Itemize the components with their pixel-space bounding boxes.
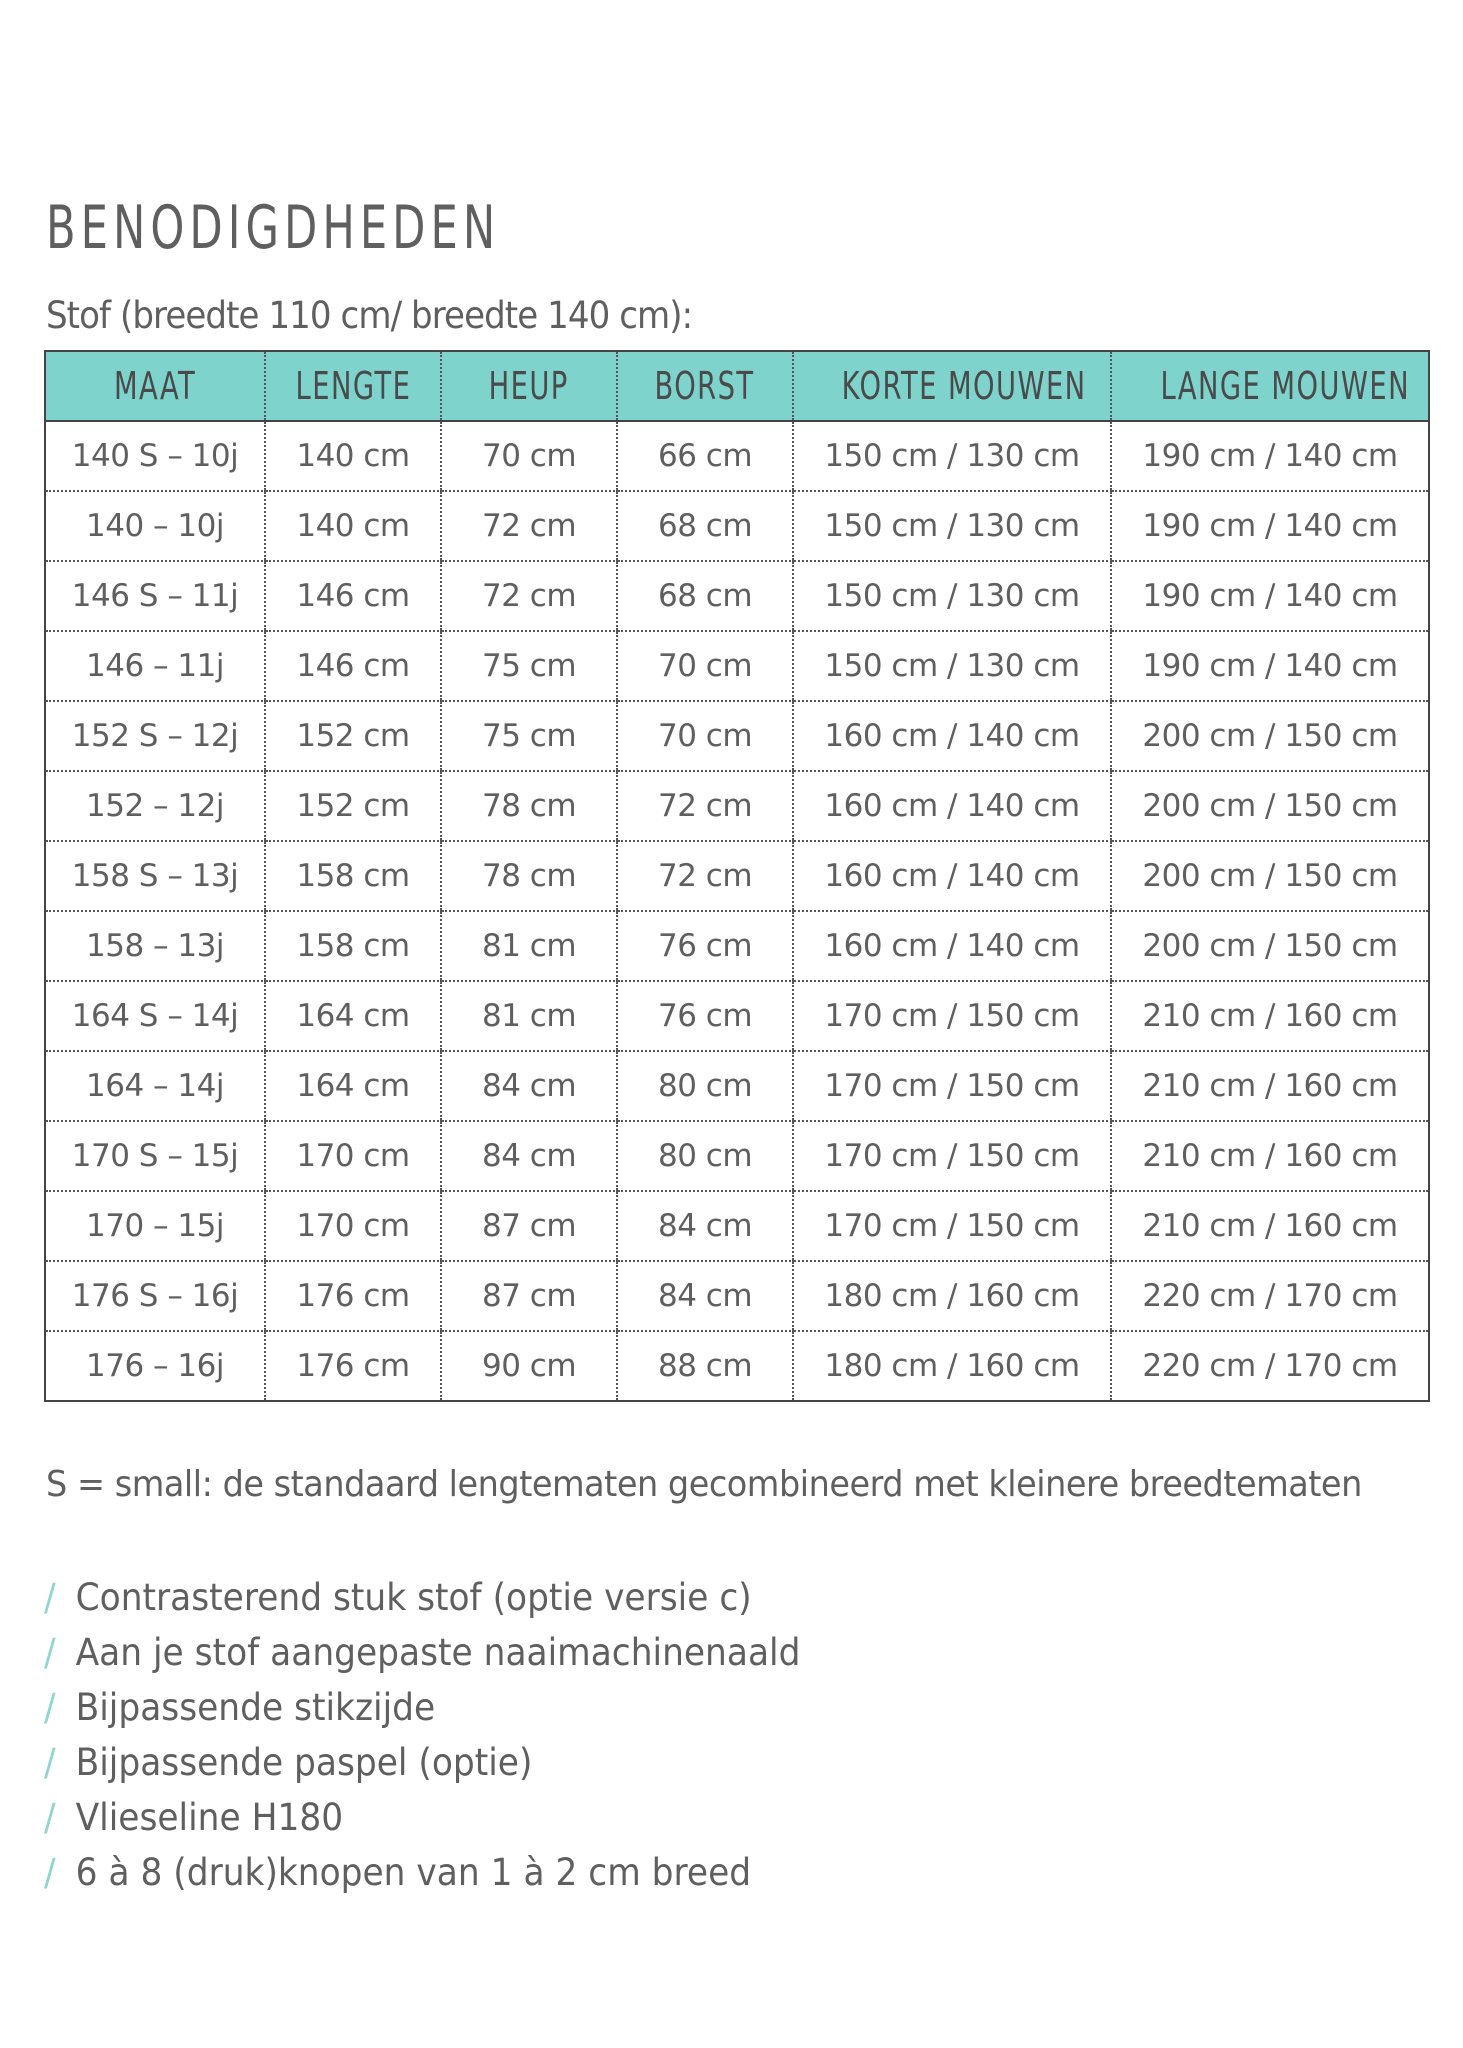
- cell-korte-mouwen: 170 cm / 150 cm: [793, 1051, 1111, 1121]
- cell-borst: 80 cm: [617, 1051, 793, 1121]
- cell-korte-mouwen: 160 cm / 140 cm: [793, 771, 1111, 841]
- table-row: [45, 491, 1429, 561]
- cell-borst: 72 cm: [617, 771, 793, 841]
- table-row: [45, 981, 1429, 1051]
- list-item: [44, 1735, 800, 1790]
- cell-korte-mouwen: 170 cm / 150 cm: [793, 1191, 1111, 1261]
- table-row: [45, 561, 1429, 631]
- cell-borst: 70 cm: [617, 631, 793, 701]
- cell-borst: 76 cm: [617, 981, 793, 1051]
- fabric-label: Stof (breedte 110 cm/ breedte 140 cm):: [46, 294, 693, 337]
- cell-maat: 170 S – 15j: [45, 1121, 265, 1191]
- cell-maat: 170 – 15j: [45, 1191, 265, 1261]
- cell-lengte: 170 cm: [265, 1191, 441, 1261]
- cell-lengte: 158 cm: [265, 911, 441, 981]
- cell-lange-mouwen: 210 cm / 160 cm: [1111, 1051, 1429, 1121]
- cell-lengte: 140 cm: [265, 421, 441, 491]
- slash-bullet: /: [44, 1741, 56, 1784]
- supplies-list: [44, 1570, 857, 1900]
- slash-bullet: /: [44, 1796, 56, 1839]
- list-item: [44, 1790, 800, 1845]
- cell-lengte: 164 cm: [265, 981, 441, 1051]
- header-heup: HEUP: [441, 351, 617, 421]
- table-row: [45, 841, 1429, 911]
- header-lange-mouwen: LANGE MOUWEN: [1111, 351, 1429, 421]
- header-korte-mouwen: KORTE MOUWEN: [793, 351, 1111, 421]
- cell-borst: 68 cm: [617, 491, 793, 561]
- cell-lengte: 152 cm: [265, 701, 441, 771]
- cell-korte-mouwen: 150 cm / 130 cm: [793, 631, 1111, 701]
- list-item-text: Bijpassende stikzijde: [75, 1686, 436, 1729]
- table-row: [45, 1121, 1429, 1191]
- cell-lange-mouwen: 200 cm / 150 cm: [1111, 771, 1429, 841]
- cell-maat: 158 – 13j: [45, 911, 265, 981]
- cell-lengte: 140 cm: [265, 491, 441, 561]
- cell-korte-mouwen: 180 cm / 160 cm: [793, 1331, 1111, 1401]
- table-row: [45, 771, 1429, 841]
- cell-korte-mouwen: 150 cm / 130 cm: [793, 421, 1111, 491]
- cell-heup: 84 cm: [441, 1121, 617, 1191]
- page-title: BENODIGDHEDEN: [46, 193, 501, 263]
- cell-heup: 78 cm: [441, 771, 617, 841]
- cell-lengte: 158 cm: [265, 841, 441, 911]
- table-row: [45, 421, 1429, 491]
- cell-lengte: 152 cm: [265, 771, 441, 841]
- cell-lange-mouwen: 190 cm / 140 cm: [1111, 561, 1429, 631]
- cell-heup: 72 cm: [441, 561, 617, 631]
- cell-korte-mouwen: 150 cm / 130 cm: [793, 491, 1111, 561]
- table-row: [45, 701, 1429, 771]
- cell-heup: 81 cm: [441, 911, 617, 981]
- slash-bullet: /: [44, 1686, 56, 1729]
- list-item: [44, 1845, 800, 1900]
- cell-korte-mouwen: 160 cm / 140 cm: [793, 701, 1111, 771]
- cell-heup: 70 cm: [441, 421, 617, 491]
- cell-lange-mouwen: 220 cm / 170 cm: [1111, 1261, 1429, 1331]
- table-row: [45, 1051, 1429, 1121]
- cell-korte-mouwen: 180 cm / 160 cm: [793, 1261, 1111, 1331]
- list-item: [44, 1625, 800, 1680]
- cell-heup: 72 cm: [441, 491, 617, 561]
- list-item-text: 6 à 8 (druk)knopen van 1 à 2 cm breed: [75, 1851, 752, 1894]
- cell-borst: 84 cm: [617, 1191, 793, 1261]
- cell-maat: 140 S – 10j: [45, 421, 265, 491]
- header-lengte: LENGTE: [265, 351, 441, 421]
- size-table: [44, 350, 1430, 1402]
- cell-borst: 72 cm: [617, 841, 793, 911]
- cell-lange-mouwen: 190 cm / 140 cm: [1111, 491, 1429, 561]
- cell-lange-mouwen: 200 cm / 150 cm: [1111, 701, 1429, 771]
- cell-maat: 146 – 11j: [45, 631, 265, 701]
- cell-lengte: 176 cm: [265, 1331, 441, 1401]
- size-note: S = small: de standaard lengtematen gecombineerd met kleinere breedtematen: [46, 1464, 1362, 1505]
- cell-heup: 75 cm: [441, 701, 617, 771]
- cell-lange-mouwen: 200 cm / 150 cm: [1111, 841, 1429, 911]
- cell-borst: 66 cm: [617, 421, 793, 491]
- cell-lange-mouwen: 220 cm / 170 cm: [1111, 1331, 1429, 1401]
- cell-lange-mouwen: 210 cm / 160 cm: [1111, 1191, 1429, 1261]
- cell-borst: 84 cm: [617, 1261, 793, 1331]
- list-item: [44, 1680, 800, 1735]
- cell-lange-mouwen: 190 cm / 140 cm: [1111, 421, 1429, 491]
- cell-maat: 140 – 10j: [45, 491, 265, 561]
- cell-lange-mouwen: 210 cm / 160 cm: [1111, 1121, 1429, 1191]
- cell-maat: 158 S – 13j: [45, 841, 265, 911]
- cell-maat: 176 S – 16j: [45, 1261, 265, 1331]
- cell-borst: 76 cm: [617, 911, 793, 981]
- cell-lengte: 164 cm: [265, 1051, 441, 1121]
- header-maat: MAAT: [45, 351, 265, 421]
- cell-lange-mouwen: 210 cm / 160 cm: [1111, 981, 1429, 1051]
- cell-borst: 80 cm: [617, 1121, 793, 1191]
- cell-lange-mouwen: 190 cm / 140 cm: [1111, 631, 1429, 701]
- cell-maat: 176 – 16j: [45, 1331, 265, 1401]
- cell-heup: 84 cm: [441, 1051, 617, 1121]
- cell-lengte: 176 cm: [265, 1261, 441, 1331]
- table-header-row: [45, 351, 1429, 421]
- table-row: [45, 631, 1429, 701]
- table-row: [45, 911, 1429, 981]
- cell-borst: 88 cm: [617, 1331, 793, 1401]
- list-item-text: Vlieseline H180: [75, 1796, 344, 1839]
- table-row: [45, 1261, 1429, 1331]
- table-row: [45, 1331, 1429, 1401]
- cell-heup: 87 cm: [441, 1261, 617, 1331]
- cell-heup: 75 cm: [441, 631, 617, 701]
- cell-maat: 152 S – 12j: [45, 701, 265, 771]
- header-borst: BORST: [617, 351, 793, 421]
- cell-borst: 68 cm: [617, 561, 793, 631]
- cell-heup: 90 cm: [441, 1331, 617, 1401]
- cell-korte-mouwen: 170 cm / 150 cm: [793, 981, 1111, 1051]
- cell-maat: 164 S – 14j: [45, 981, 265, 1051]
- table-row: [45, 1191, 1429, 1261]
- slash-bullet: /: [44, 1631, 56, 1674]
- cell-heup: 81 cm: [441, 981, 617, 1051]
- cell-korte-mouwen: 170 cm / 150 cm: [793, 1121, 1111, 1191]
- cell-lengte: 170 cm: [265, 1121, 441, 1191]
- table-body: [45, 421, 1429, 1401]
- cell-heup: 87 cm: [441, 1191, 617, 1261]
- cell-maat: 146 S – 11j: [45, 561, 265, 631]
- list-item-text: Bijpassende paspel (optie): [75, 1741, 533, 1784]
- list-item-text: Aan je stof aangepaste naaimachinenaald: [75, 1631, 801, 1674]
- cell-borst: 70 cm: [617, 701, 793, 771]
- list-item: [44, 1570, 800, 1625]
- slash-bullet: /: [44, 1851, 56, 1894]
- list-item-text: Contrasterend stuk stof (optie versie c): [75, 1576, 752, 1619]
- cell-lange-mouwen: 200 cm / 150 cm: [1111, 911, 1429, 981]
- cell-heup: 78 cm: [441, 841, 617, 911]
- cell-lengte: 146 cm: [265, 631, 441, 701]
- cell-maat: 164 – 14j: [45, 1051, 265, 1121]
- cell-lengte: 146 cm: [265, 561, 441, 631]
- cell-korte-mouwen: 160 cm / 140 cm: [793, 841, 1111, 911]
- cell-korte-mouwen: 150 cm / 130 cm: [793, 561, 1111, 631]
- cell-maat: 152 – 12j: [45, 771, 265, 841]
- cell-korte-mouwen: 160 cm / 140 cm: [793, 911, 1111, 981]
- slash-bullet: /: [44, 1576, 56, 1619]
